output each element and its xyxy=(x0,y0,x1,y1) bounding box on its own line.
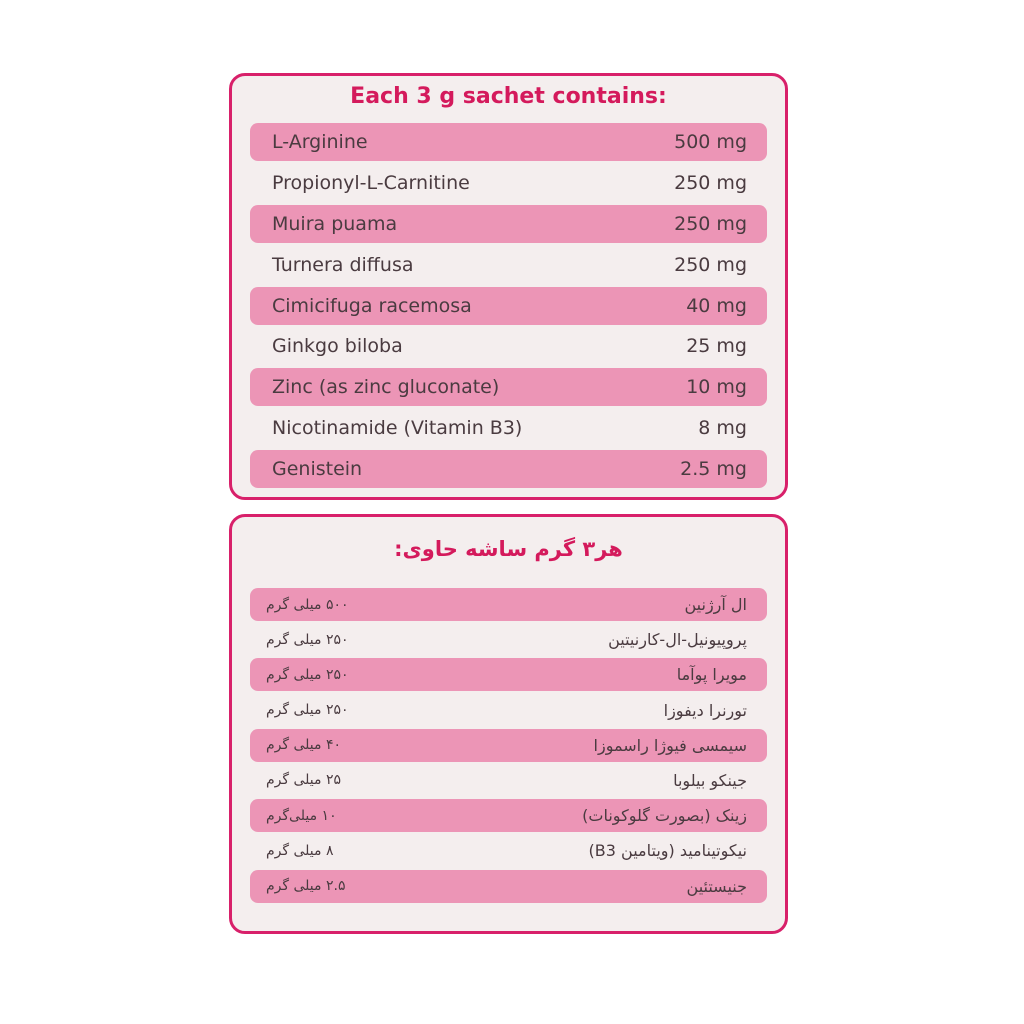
ingredient-name: نیکوتینامید (ویتامین B3) xyxy=(588,841,747,861)
ingredient-name: جنیستئین xyxy=(686,876,747,896)
ingredient-amount: ۲.۵ میلی گرم xyxy=(266,878,346,894)
ingredient-amount: 500 mg xyxy=(674,131,747,153)
ingredient-row xyxy=(250,205,767,243)
ingredient-amount: 250 mg xyxy=(674,171,747,194)
ingredient-row xyxy=(250,327,767,365)
ingredient-row xyxy=(250,588,767,621)
ingredient-amount: ۵۰۰ میلی گرم xyxy=(266,596,349,613)
ingredient-name: سیمسی فیوژا راسموزا xyxy=(593,735,747,755)
ingredient-row xyxy=(250,287,767,325)
persian-ingredient-list xyxy=(250,588,767,905)
ingredient-amount: ۱۰ میلی‌گرم xyxy=(266,807,337,824)
ingredient-name: مویرا پوآما xyxy=(676,665,747,685)
ingredient-name: L-Arginine xyxy=(272,131,368,153)
ingredient-amount: 250 mg xyxy=(674,212,747,235)
ingredient-row xyxy=(250,799,767,832)
ingredient-amount: 250 mg xyxy=(674,253,747,276)
ingredient-name: پروپیونیل-ال-کارنیتین xyxy=(608,630,747,650)
ingredient-amount: ۴۰ میلی گرم xyxy=(266,737,342,754)
ingredient-row xyxy=(250,834,767,867)
ingredient-row xyxy=(250,623,767,656)
ingredient-row xyxy=(250,694,767,727)
ingredient-amount: 25 mg xyxy=(686,335,747,358)
ingredient-row xyxy=(250,658,767,691)
ingredient-amount: 40 mg xyxy=(686,294,747,317)
ingredient-row xyxy=(250,164,767,202)
ingredient-name: Ginkgo biloba xyxy=(272,335,403,358)
ingredient-row xyxy=(250,246,767,284)
ingredient-amount: ۲۵۰ میلی گرم xyxy=(266,702,349,719)
ingredient-amount: ۸ میلی گرم xyxy=(266,842,334,859)
ingredient-name: Genistein xyxy=(272,458,363,481)
ingredient-amount: ۲۵ میلی گرم xyxy=(266,772,342,789)
ingredient-row xyxy=(250,368,767,406)
ingredient-name: Zinc (as zinc gluconate) xyxy=(272,376,500,399)
english-panel-title: Each 3 g sachet contains: xyxy=(350,84,667,109)
ingredient-amount: 2.5 mg xyxy=(680,458,747,481)
ingredient-name: ال آرژنین xyxy=(684,595,747,614)
ingredient-name: Muira puama xyxy=(272,212,398,235)
ingredient-name: جینکو بیلوبا xyxy=(673,770,747,790)
persian-ingredients-panel xyxy=(229,514,788,934)
ingredient-amount: ۲۵۰ میلی گرم xyxy=(266,666,349,683)
english-ingredients-panel xyxy=(229,73,788,500)
ingredient-name: Turnera diffusa xyxy=(272,253,414,276)
ingredient-amount: ۲۵۰ میلی گرم xyxy=(266,631,349,648)
ingredient-name: Nicotinamide (Vitamin B3) xyxy=(272,417,523,440)
english-ingredient-list xyxy=(250,123,767,491)
ingredient-name: تورنرا دیفوزا xyxy=(663,700,747,720)
ingredient-row xyxy=(250,729,767,762)
persian-panel-title: هر۳ گرم ساشه حاوی: xyxy=(394,537,623,561)
ingredient-row xyxy=(250,870,767,903)
ingredient-row xyxy=(250,764,767,797)
ingredient-name: Cimicifuga racemosa xyxy=(272,294,472,317)
ingredient-name: زینک (بصورت گلوکونات) xyxy=(582,806,747,826)
ingredient-row xyxy=(250,450,767,488)
ingredient-amount: 8 mg xyxy=(698,417,747,440)
ingredient-name: Propionyl-L-Carnitine xyxy=(272,171,470,194)
ingredient-row xyxy=(250,123,767,161)
ingredient-amount: 10 mg xyxy=(686,376,747,399)
ingredient-row xyxy=(250,409,767,447)
